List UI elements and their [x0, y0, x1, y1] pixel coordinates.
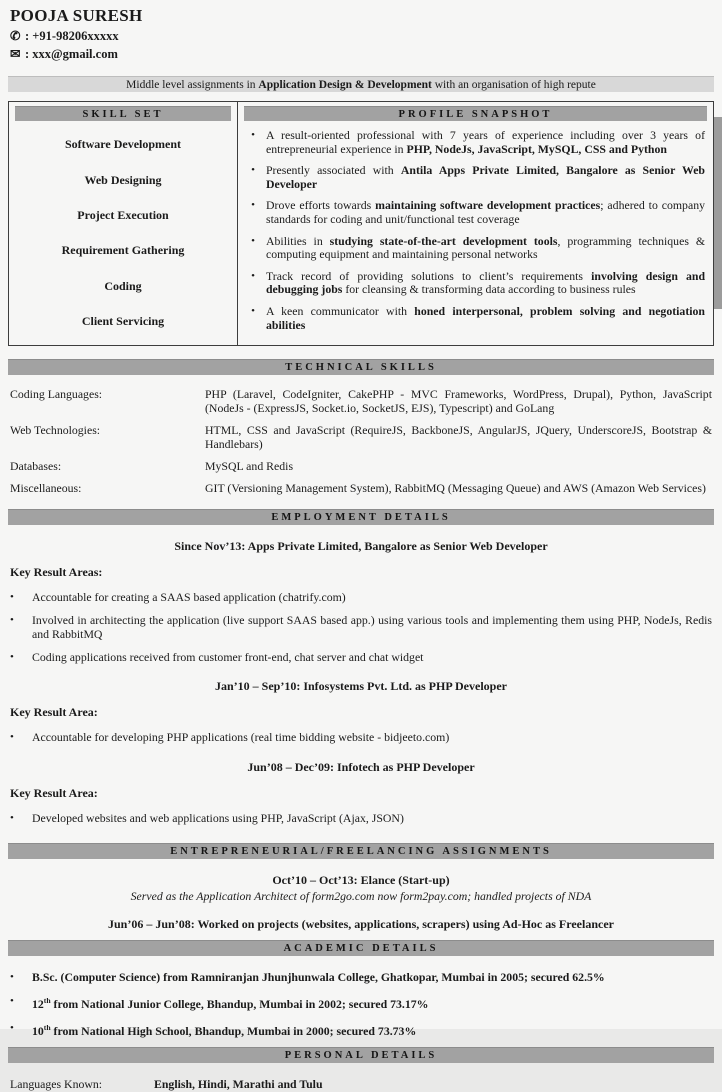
job-bullet: • Accountable for developing PHP applications (real time bidding website - bidjeeto.com)	[10, 730, 450, 745]
tech-value: PHP (Laravel, CodeIgniter, CakePHP - MVC Frameworks, WordPress, Drupal), Python, JavaScript (NodeJs - (ExpressJS, Socket.io, SocketJS, EJS), Typescript) and GoLang	[205, 387, 712, 416]
bullet-icon: •	[251, 304, 255, 317]
job-bullet: • Involved in architecting the application (live support SAAS based app.) using various tools and implementing them using PHP, NodeJs, Redis and RabbitMQ	[10, 613, 712, 642]
freelance-entry	[8, 917, 714, 932]
job-heading: Jun’08 – Dec’09: Infotech as PHP Developer	[247, 760, 475, 775]
profile-snapshot-title: PROFILE SNAPSHOT	[244, 106, 707, 121]
personal-label: Languages Known:	[10, 1076, 103, 1091]
bullet-icon: •	[251, 234, 255, 247]
profile-bullet: • Abilities in studying state-of-the-art development tools, programming techniques & computing equipment and maintaining personal networks	[240, 235, 705, 262]
bullet-icon: •	[10, 971, 14, 984]
job-block	[8, 760, 714, 825]
academic-bullet: • 10th from National High School, Bhandup, Mumbai in 2000; secured 73.73%	[10, 1022, 417, 1038]
profile-snapshot-panel	[238, 102, 713, 345]
tech-row	[10, 459, 712, 473]
skill-item: Client Servicing	[81, 313, 165, 328]
objective-banner: Middle level assignments in Application Design & Development with an organisation of high repute	[8, 76, 714, 92]
job-bullet: • Coding applications received from customer front-end, chat server and chat widget	[10, 650, 424, 665]
personal-details-rows	[8, 1063, 714, 1092]
bullet-icon: •	[10, 1022, 14, 1035]
skill-set-panel	[9, 102, 238, 345]
bullet-icon: •	[10, 995, 14, 1008]
skill-item: Project Execution	[77, 207, 169, 222]
tech-value: HTML, CSS and JavaScript (RequireJS, BackboneJS, AngularJS, JQuery, UnderscoreJS, Bootstrap & Handlebars)	[205, 423, 712, 452]
profile-bullet: • A result-oriented professional with 7 years of experience including over 3 years of entrepreneurial experience in PHP, NodeJs, JavaScript, MySQL, CSS and Python	[240, 129, 705, 156]
bullet-icon: •	[10, 731, 14, 744]
kra-label: Key Result Areas:	[10, 565, 103, 580]
skill-set-title: SKILL SET	[15, 106, 231, 121]
tech-row	[10, 423, 712, 451]
freelance-subtext: Served as the Application Architect of form2go.com now form2pay.com; handled projects of NDA	[130, 889, 592, 904]
page-edge-shadow	[714, 117, 722, 309]
bullet-icon: •	[251, 269, 255, 282]
personal-row	[10, 1077, 712, 1092]
job-heading: Since Nov’13: Apps Private Limited, Bangalore as Senior Web Developer	[174, 539, 548, 554]
header	[8, 0, 714, 62]
profile-bullet: • Track record of providing solutions to client’s requirements involving design and debugging jobs for cleansing & transforming data according to business rules	[240, 270, 705, 297]
tech-label: Miscellaneous:	[10, 481, 82, 496]
bullet-icon: •	[10, 614, 14, 627]
bullet-icon: •	[10, 591, 14, 604]
email-icon: ✉	[10, 47, 21, 61]
freelance-heading: Oct’10 – Oct’13: Elance (Start-up)	[272, 873, 450, 888]
bullet-icon: •	[251, 164, 255, 177]
profile-bullet: • A keen communicator with honed interpersonal, problem solving and negotiation abilities	[240, 305, 705, 332]
tech-label: Databases:	[10, 459, 62, 474]
email-line	[10, 46, 712, 62]
job-bullet: • Accountable for creating a SAAS based application (chatrify.com)	[10, 590, 346, 605]
tech-row	[10, 481, 712, 495]
phone-number: : +91-98206xxxxx	[25, 29, 119, 43]
skill-item: Software Development	[64, 137, 182, 152]
kra-label: Key Result Area:	[10, 786, 98, 801]
job-bullet: • Developed websites and web applications using PHP, JavaScript (Ajax, JSON)	[10, 811, 404, 826]
section-title-personal-details: PERSONAL DETAILS	[8, 1047, 714, 1063]
skills-profile-table	[8, 101, 714, 346]
job-block	[8, 679, 714, 744]
profile-bullet: • Drove efforts towards maintaining software development practices; adhered to company standards for coding and unit/functional test coverage	[240, 199, 705, 226]
phone-line	[10, 28, 712, 44]
academic-bullet: • B.Sc. (Computer Science) from Ramniranjan Jhunjhunwala College, Ghatkopar, Mumbai in 2005; secured 62.5%	[10, 970, 605, 985]
academic-bullet-list	[8, 956, 714, 1038]
section-title-freelancing: ENTREPRENEURIAL/FREELANCING ASSIGNMENTS	[8, 843, 714, 859]
job-block	[8, 539, 714, 664]
skill-list	[9, 121, 237, 345]
section-title-technical-skills: TECHNICAL SKILLS	[8, 359, 714, 375]
freelance-heading: Jun’06 – Jun’08: Worked on projects (websites, applications, scrapers) using Ad-Hoc as Freelancer	[108, 917, 614, 932]
profile-bullet: • Presently associated with Antila Apps Private Limited, Bangalore as Senior Web Developer	[240, 164, 705, 191]
tech-row	[10, 387, 712, 415]
section-title-academic-details: ACADEMIC DETAILS	[8, 940, 714, 956]
skill-item: Web Designing	[84, 172, 162, 187]
technical-skills-rows	[8, 375, 714, 495]
bullet-icon: •	[10, 812, 14, 825]
phone-icon: ✆	[10, 29, 21, 43]
bullet-icon: •	[251, 129, 255, 141]
tech-value: GIT (Versioning Management System), RabbitMQ (Messaging Queue) and AWS (Amazon Web Services)	[205, 481, 706, 496]
kra-label: Key Result Area:	[10, 705, 98, 720]
personal-value: English, Hindi, Marathi and Tulu	[154, 1076, 323, 1091]
job-heading: Jan’10 – Sep’10: Infosystems Pvt. Ltd. as PHP Developer	[215, 679, 507, 694]
skill-item: Requirement Gathering	[61, 243, 185, 258]
email-address: : xxx@gmail.com	[25, 47, 118, 61]
tech-label: Web Technologies:	[10, 423, 101, 438]
candidate-name: POOJA SURESH	[10, 6, 143, 25]
section-title-employment-details: EMPLOYMENT DETAILS	[8, 509, 714, 525]
tech-value: MySQL and Redis	[205, 459, 294, 474]
bullet-icon: •	[251, 199, 255, 212]
academic-bullet: • 12th from National Junior College, Bhandup, Mumbai in 2002; secured 73.17%	[10, 995, 429, 1012]
bullet-icon: •	[10, 651, 14, 664]
freelance-entry	[8, 873, 714, 904]
profile-bullet-list	[238, 121, 713, 345]
tech-label: Coding Languages:	[10, 387, 103, 402]
skill-item: Coding	[104, 278, 142, 293]
